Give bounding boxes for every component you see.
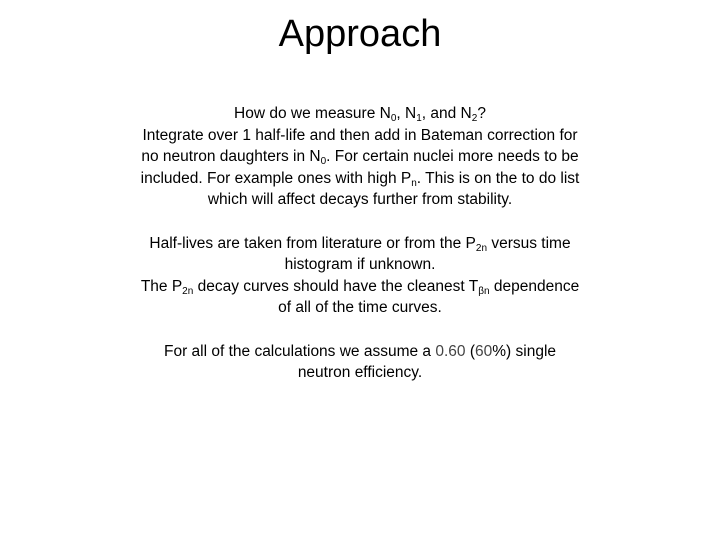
question-line: How do we measure $N_0$, $N_1$, and $N_2$? — [234, 105, 486, 124]
slide-body — [140, 103, 580, 384]
half-lives-paragraph: Half-lives are taken from literature or from the $P_{2n}$ versus time histogram if unknown. — [149, 234, 571, 274]
efficiency-paragraph: For all of the calculations we assume a 0.60 (60%) single neutron efficiency. — [163, 342, 557, 382]
efficiency-value: 0.60 — [435, 342, 466, 360]
spacer — [140, 319, 580, 341]
efficiency-percent: 60 — [475, 342, 493, 360]
spacer — [140, 211, 580, 233]
bateman-paragraph: Integrate over 1 half-life and then add in Bateman correction for no neutron daughters in $N_0$. For certain nuclei more needs to be included. For example ones with high $P_n$. This is on the to do list which will affect decays further from stability. — [140, 126, 580, 209]
decay-curves-paragraph: The $P_{2n}$ decay curves should have the cleanest $T_{\beta n}$ dependence of all of the time curves. — [140, 277, 580, 317]
slide-title: Approach — [278, 13, 442, 55]
